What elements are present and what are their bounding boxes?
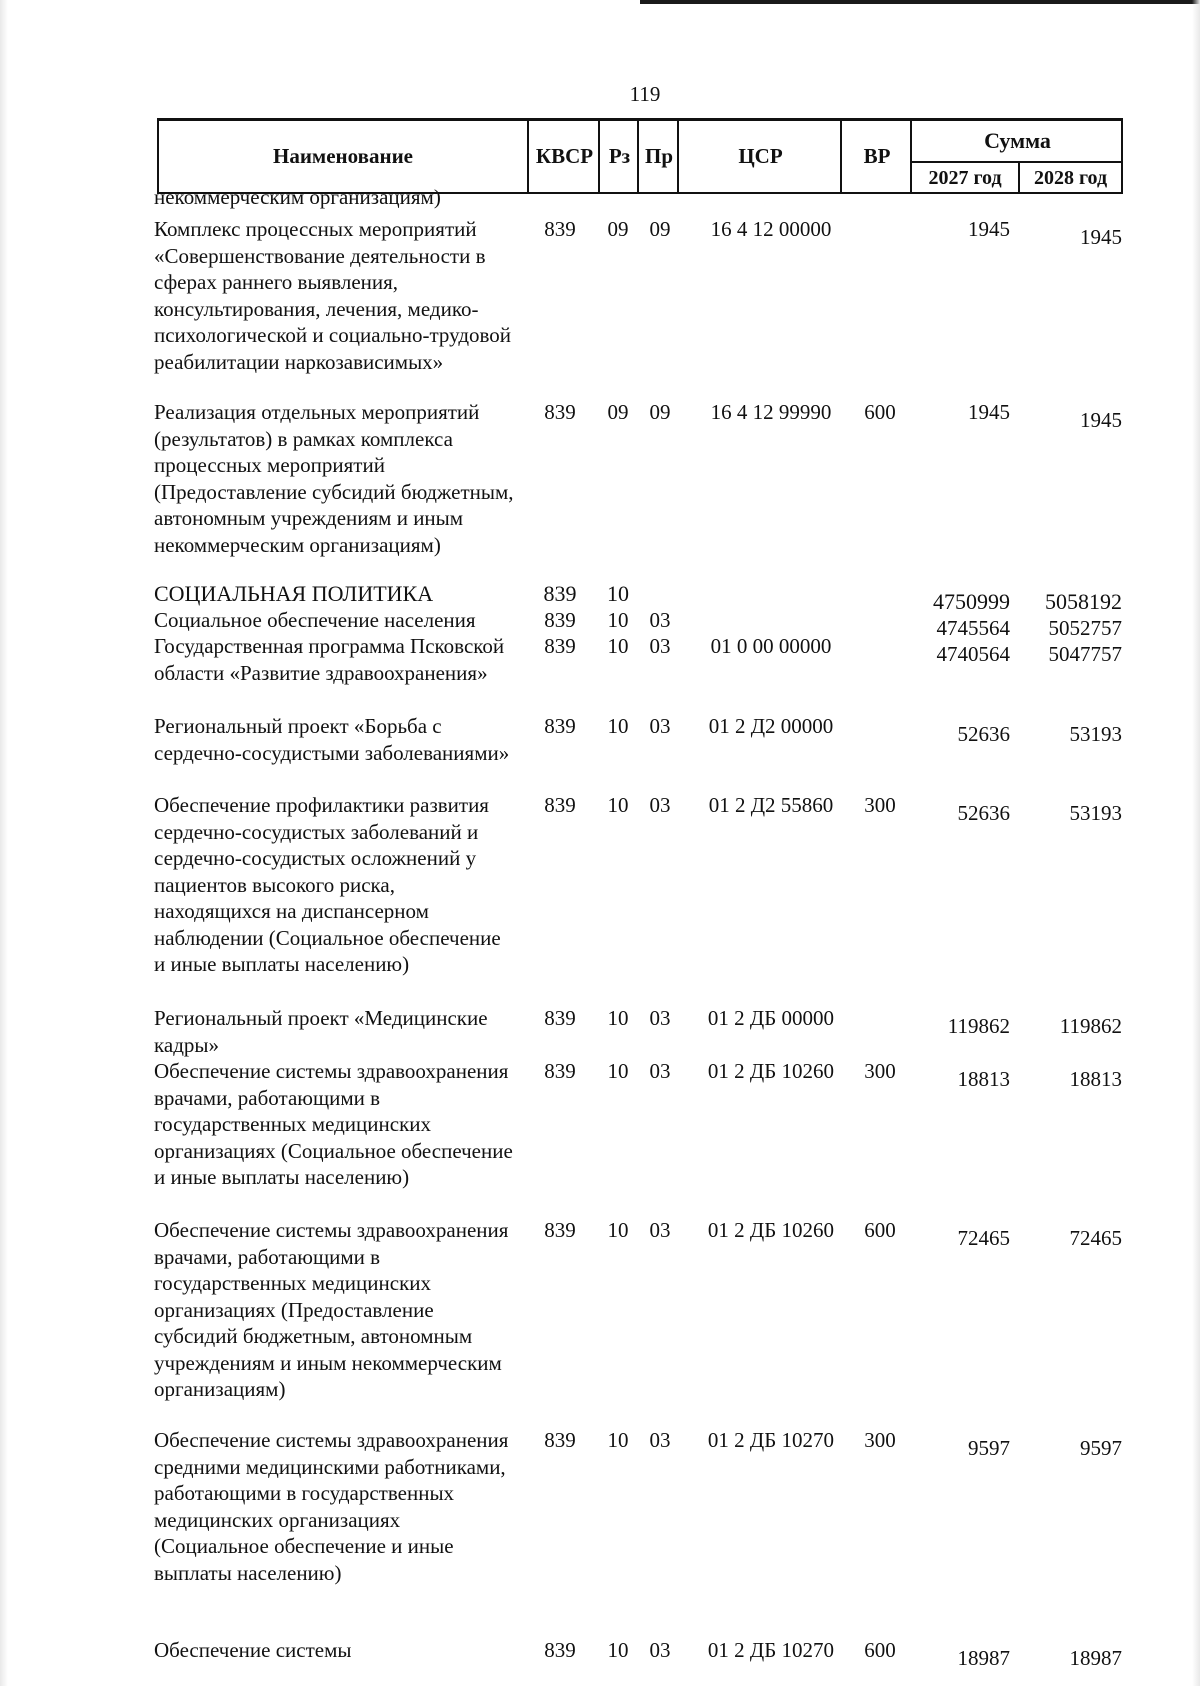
- row-name: Обеспечение профилактики развития сердечно-сосудистых заболеваний и сердечно-сосудистых осложнений у пациентов высокого риска, находящихся на диспансерном наблюдении (Социальное обеспечение и иные выплаты населению): [154, 793, 501, 976]
- row-kvsr: 839: [544, 608, 576, 632]
- row-kvsr: 839: [544, 793, 576, 817]
- row-csr: 16 4 12 99990: [710, 400, 832, 424]
- row-kvsr: 839: [544, 1006, 576, 1030]
- row-sum-2028: 53193: [1069, 722, 1122, 746]
- row-csr: 01 0 00 00000: [710, 634, 832, 658]
- row-name: Региональный проект «Медицинские кадры»: [154, 1006, 488, 1057]
- row-sum-2028: 9597: [1080, 1436, 1122, 1460]
- row-sum-2028: 18987: [1069, 1646, 1122, 1670]
- header-year-2028: 2028 год: [1018, 163, 1121, 193]
- row-kvsr: 839: [544, 1638, 576, 1662]
- header-sum: Сумма: [910, 121, 1123, 163]
- row-csr: 01 2 ДБ 10260: [707, 1218, 835, 1242]
- row-pr: 09: [649, 217, 671, 241]
- row-sum-2027: 18987: [957, 1646, 1010, 1670]
- row-vr: 600: [864, 1638, 896, 1662]
- row-sum-2027: 72465: [957, 1226, 1010, 1250]
- row-pr: 09: [649, 400, 671, 424]
- row-name: некоммерческим организациям): [154, 185, 441, 209]
- row-rz: 10: [607, 793, 629, 817]
- row-vr: 300: [864, 1428, 896, 1452]
- row-rz: 09: [607, 217, 629, 241]
- row-sum-2027: 1945: [968, 217, 1010, 241]
- row-kvsr: 839: [544, 1059, 576, 1083]
- row-vr: 600: [864, 400, 896, 424]
- row-sum-2027: 4740564: [936, 642, 1010, 666]
- row-sum-2027: 119862: [947, 1014, 1010, 1038]
- row-pr: 03: [649, 1059, 671, 1083]
- row-rz: 09: [607, 400, 629, 424]
- row-sum-2028: 1945: [1080, 225, 1122, 249]
- row-sum-2027: 52636: [957, 722, 1010, 746]
- header-kvsr: КВСР: [527, 121, 600, 192]
- row-rz: 10: [607, 1006, 629, 1030]
- row-sum-2028: 119862: [1059, 1014, 1122, 1038]
- row-vr: 600: [864, 1218, 896, 1242]
- header-year-2027: 2027 год: [910, 163, 1018, 193]
- row-sum-2028: 5047757: [1048, 642, 1122, 666]
- row-csr: 01 2 ДБ 10270: [707, 1638, 835, 1662]
- row-pr: 03: [649, 793, 671, 817]
- header-csr: ЦСР: [677, 121, 842, 192]
- row-sum-2028: 53193: [1069, 801, 1122, 825]
- row-pr: 03: [649, 1638, 671, 1662]
- row-csr: 01 2 ДБ 10270: [707, 1428, 835, 1452]
- row-name: Региональный проект «Борьба с сердечно-сосудистыми заболеваниями»: [154, 714, 510, 765]
- row-pr: 03: [649, 1006, 671, 1030]
- row-rz: 10: [607, 1638, 629, 1662]
- row-csr: 01 2 ДБ 00000: [707, 1006, 835, 1030]
- row-rz: 10: [607, 581, 629, 606]
- row-name: СОЦИАЛЬНАЯ ПОЛИТИКА: [154, 581, 434, 606]
- row-rz: 10: [607, 608, 629, 632]
- row-rz: 10: [607, 1428, 629, 1452]
- row-name: Реализация отдельных мероприятий (результатов) в рамках комплекса процессных мероприятий (Предоставление субсидий бюджетным, автономным учреждениям и иным некоммерческим организациям): [154, 400, 514, 557]
- row-vr: 300: [864, 793, 896, 817]
- row-pr: 03: [649, 608, 671, 632]
- row-rz: 10: [607, 1218, 629, 1242]
- page-number: 119: [629, 82, 661, 106]
- row-sum-2028: 72465: [1069, 1226, 1122, 1250]
- row-csr: 01 2 Д2 55860: [708, 793, 834, 817]
- row-csr: 16 4 12 00000: [710, 217, 832, 241]
- row-pr: 03: [649, 634, 671, 658]
- header-pr: Пр: [637, 121, 679, 192]
- header-name: Наименование: [273, 144, 413, 168]
- header-rz: Рз: [598, 121, 639, 192]
- scan-left-edge: [0, 0, 8, 1686]
- row-kvsr: 839: [544, 714, 576, 738]
- table-header: [157, 118, 1123, 194]
- scan-top-bar: [640, 0, 1200, 4]
- row-sum-2028: 5052757: [1048, 616, 1122, 640]
- row-name: Обеспечение системы здравоохранения врачами, работающими в государственных медицинских организациях (Социальное обеспечение и иные выплаты населению): [154, 1059, 513, 1189]
- row-kvsr: 839: [544, 217, 576, 241]
- row-sum-2027: 4750999: [933, 589, 1010, 614]
- row-rz: 10: [607, 1059, 629, 1083]
- header-vr: ВР: [840, 121, 912, 192]
- row-sum-2027: 1945: [968, 400, 1010, 424]
- row-csr: 01 2 ДБ 10260: [707, 1059, 835, 1083]
- row-csr: 01 2 Д2 00000: [708, 714, 834, 738]
- row-sum-2028: 18813: [1069, 1067, 1122, 1091]
- row-sum-2027: 18813: [957, 1067, 1010, 1091]
- row-kvsr: 839: [544, 400, 576, 424]
- row-sum-2027: 52636: [957, 801, 1010, 825]
- row-kvsr: 839: [544, 1428, 576, 1452]
- scan-right-edge: [1192, 0, 1200, 1686]
- row-pr: 03: [649, 1218, 671, 1242]
- row-kvsr: 839: [543, 581, 577, 606]
- row-sum-2028: 5058192: [1045, 589, 1122, 614]
- row-pr: 03: [649, 1428, 671, 1452]
- row-sum-2027: 9597: [968, 1436, 1010, 1460]
- row-sum-2027: 4745564: [936, 616, 1010, 640]
- row-vr: 300: [864, 1059, 896, 1083]
- row-pr: 03: [649, 714, 671, 738]
- row-name: Комплекс процессных мероприятий «Совершенствование деятельности в сферах раннего выявления, консультирования, лечения, медико-психологической и социально-трудовой реабилитации наркозависимых»: [154, 217, 512, 374]
- row-name: Обеспечение системы: [154, 1638, 352, 1662]
- row-name: Социальное обеспечение населения: [154, 608, 476, 632]
- row-name: Государственная программа Псковской области «Развитие здравоохранения»: [154, 634, 505, 685]
- row-rz: 10: [607, 634, 629, 658]
- row-name: Обеспечение системы здравоохранения средними медицинскими работниками, работающими в государственных медицинских организациях (Социальное обеспечение и иные выплаты населению): [154, 1428, 509, 1585]
- row-sum-2028: 1945: [1080, 408, 1122, 432]
- row-kvsr: 839: [544, 634, 576, 658]
- row-name: Обеспечение системы здравоохранения врачами, работающими в государственных медицинских организациях (Предоставление субсидий бюджетным, автономным учреждениям и иным некоммерческим организациям): [154, 1218, 509, 1401]
- row-kvsr: 839: [544, 1218, 576, 1242]
- row-rz: 10: [607, 714, 629, 738]
